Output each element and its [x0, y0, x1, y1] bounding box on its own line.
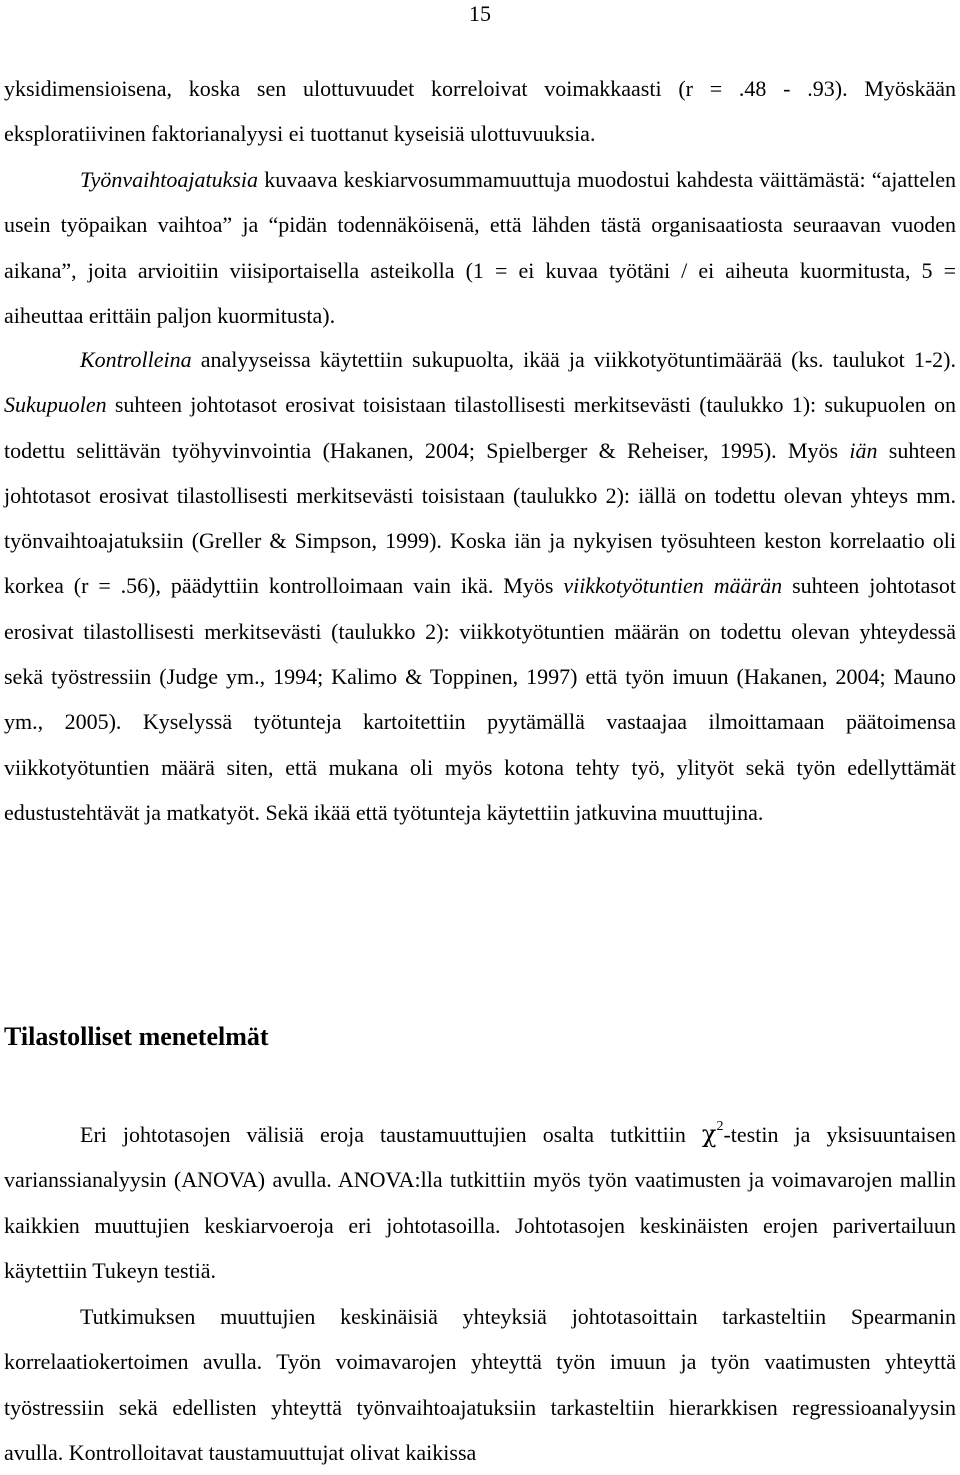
paragraph-text: suhteen johtotasot erosivat toisistaan tilastollisesti merkitsevästi (taulukko 1): sukupuolen on todettu selittävän työhyvinvointia (Hakanen, 2004; Spielberger & Reheiser, 1995). Myös [4, 392, 956, 463]
paragraph-factor-analysis [4, 66, 956, 157]
paragraph-text: Tutkimuksen muuttujien keskinäisiä yhteyksiä johtotasoittain tarkasteltiin Spearmanin korrelaatiokertoimen avulla. Työn voimavarojen yhteyttä työn imuun ja työn vaatimusten yhteyttä työstressiin sekä edellisten yhteyttä työnvaihtoajatuksiin tarkasteltiin hierarkkisen regressioanalyysin avulla. Kontrolloitavat taustamuuttujat olivat kaikissa [4, 1304, 956, 1465]
paragraph-turnover-intentions [4, 157, 956, 338]
paragraph-text: yksidimensioisena, koska sen ulottuvuudet korreloivat voimakkaasti (r = .48 - .93). Myöskään eksploratiivinen faktorianalyysi ei tuottanut kyseisiä ulottuvuuksia. [4, 76, 956, 147]
italic-term: viikkotyötuntien määrän [563, 573, 783, 599]
paragraph-methods-regression [4, 1294, 956, 1475]
paragraph-text: suhteen johtotasot erosivat tilastollisesti merkitsevästi (taulukko 2): viikkotyötuntien määrän on todettu olevan yhteydessä sekä työstressiin (Judge ym., 1994; Kalimo & Toppinen, 1997) että työn imuun (Hakanen, 2004; Mauno ym., 2005). Kyselyssä työtunteja kartoitettiin pyytämällä vastaajaa ilmoittamaan päätoimensa viikkotyötuntien määrä siten, että mukana oli myös kotona tehty työ, ylityöt sekä työn edellyttämät edustustehtävät ja matkatyöt. Sekä ikää että työtunteja käytettiin jatkuvina muuttujina. [4, 573, 957, 825]
paragraph-text: analyyseissa käytettiin sukupuolta, ikää ja viikkotyötuntimäärää (ks. taulukot 1-2). [191, 347, 956, 372]
page-number: 15 [469, 1, 491, 26]
italic-term: Työnvaihtoajatuksia [80, 167, 259, 192]
section-heading: Tilastolliset menetelmät [4, 1022, 269, 1051]
chi-symbol: χ [701, 1120, 717, 1148]
paragraph-text: suhteen johtotasot erosivat tilastollisesti merkitsevästi toisistaan (taulukko 2): iällä on todettu olevan yhteys mm. työnvaihtoajatuksiin (Greller & Simpson, 1999). Koska iän ja nykyisen työsuhteen keston korrelaatio oli korkea (r = .56), päädyttiin kontrolloimaan vain ikä. Myös [4, 437, 957, 599]
paragraph-text: -testin ja yksisuuntaisen varianssianalyysin (ANOVA) avulla. ANOVA:lla tutkittiin myös työn vaatimusten ja voimavarojen mallin kaikkien muuttujien keskiarvoeroja eri johtotasoilla. Johtotasojen keskinäisten erojen parivertailuun käytettiin Tukeyn testiä. [4, 1122, 956, 1283]
chi-superscript: 2 [716, 1119, 724, 1134]
italic-term: Kontrolleina [80, 347, 192, 372]
paragraph-text: Eri johtotasojen välisiä eroja taustamuuttujien osalta tutkittiin [80, 1122, 702, 1147]
paragraph-text: kuvaava keskiarvosummamuuttuja muodostui kahdesta väittämästä: “ajattelen usein työpaikan vaihtoa” ja “pidän todennäköisenä, että lähden tästä organisaatiosta seuraavan vuoden aikana”, joita arvioitiin viisiportaisella asteikolla (1 = ei kuvaa työtäni / ei aiheuta kuormitusta, 5 = aiheuttaa erittäin paljon kuormitusta). [4, 167, 956, 328]
italic-term: Sukupuolen [4, 392, 107, 418]
italic-term: iän [849, 437, 878, 463]
paragraph-methods-anova [4, 1112, 956, 1293]
paragraph-controls [4, 337, 956, 835]
